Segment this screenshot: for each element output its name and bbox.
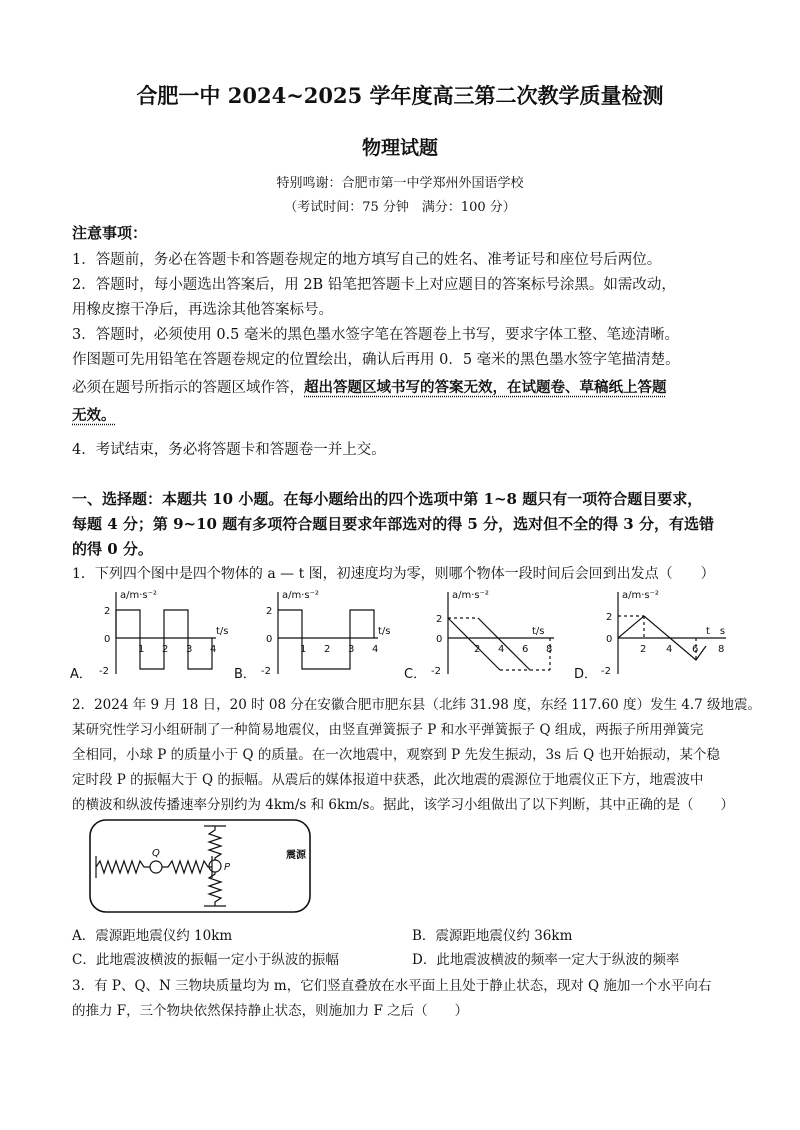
- graph-b-tick-2: 2: [266, 606, 273, 617]
- graph-b-xtick-2: 2: [324, 644, 331, 655]
- notice-item-3b: 作图题可先用铅笔在答题卷规定的位置绘出，确认后再用 0．5 毫米的黑色墨水签字笔描清楚。: [72, 352, 680, 368]
- notice-item-3c-bold: 超出答题区域书写的答案无效，在试题卷、草稿纸上答题: [304, 379, 667, 396]
- exam-info: （考试时间：75 分钟 满分：100 分）: [284, 200, 516, 215]
- graph-c-tick-2: 2: [436, 614, 443, 625]
- notice-item-3d: 无效。: [72, 407, 116, 424]
- graph-d-xtick-4: 4: [666, 644, 673, 655]
- label-q: Q: [152, 848, 160, 859]
- graph-d-xtick-8: 8: [718, 644, 725, 655]
- graph-b-tlabel: t/s: [378, 626, 391, 637]
- graph-d-tick-0: 0: [606, 634, 613, 645]
- notice-item-3c: [72, 376, 667, 397]
- graph-b-ylabel: a/m·s⁻²: [282, 590, 319, 601]
- thanks-line: 特别鸣谢：合肥市第一中学郑州外国语学校: [276, 176, 524, 191]
- subject-title: 物理试题: [361, 137, 438, 159]
- graph-c-tlabel: t/s: [532, 626, 545, 637]
- graph-d-ylabel: a/m·s⁻²: [622, 590, 659, 601]
- exam-title: 合肥一中 2024~2025 学年度高三第二次教学质量检测: [136, 83, 664, 108]
- section1-line2: 每题 4 分；第 9~10 题有多项符合题目要求年部选对的得 5 分，选对但不全的得 3 分，有选错: [72, 515, 714, 533]
- q3-line1: 3．有 P、Q、N 三物块质量均为 m，它们竖直叠放在水平面上且处于静止状态，现对 Q 施加一个水平向右: [72, 978, 712, 994]
- q2-option-c: C．此地震波横波的振幅一定小于纵波的振幅: [72, 952, 339, 968]
- notice-item-4: 4．考试结束，务必将答题卡和答题卷一并上交。: [72, 442, 386, 458]
- q2-option-b: B．震源距地震仪约 36km: [412, 928, 573, 944]
- graph-a-tick-0: 0: [104, 634, 111, 645]
- graph-c-tick-neg2: -2: [431, 666, 441, 677]
- graph-d-tick-2: 2: [606, 612, 613, 623]
- graph-c-xtick-2: 2: [474, 644, 481, 655]
- q2-line5: 的横波和纵波传播速率分别约为 4km/s 和 6km/s。据此，该学习小组做出了以下判断，其中正确的是（ ）: [72, 797, 734, 813]
- graph-a-xtick-2: 2: [162, 644, 169, 655]
- graph-b: [278, 592, 378, 674]
- notice-heading: 注意事项：: [72, 224, 148, 242]
- graph-d-xtick-2: 2: [640, 644, 647, 655]
- graph-a: [116, 592, 216, 674]
- notice-item-2b: 用橡皮擦干净后，再选涂其他答案标号。: [72, 302, 333, 318]
- graph-d-tick-neg2: -2: [601, 666, 611, 677]
- q2-line1: 2．2024 年 9 月 18 日，20 时 08 分在安徽合肥市肥东县（北纬 31.98 度，东经 117.60 度）发生 4.7 级地震。: [72, 697, 761, 713]
- graph-b-tick-0: 0: [266, 634, 273, 645]
- graph-c-xtick-6: 6: [522, 644, 529, 655]
- graph-a-xtick-4: 4: [210, 644, 217, 655]
- graph-a-ylabel: a/m·s⁻²: [120, 590, 157, 601]
- notice-item-3c-plain: 必须在题号所指示的答题区域作答，: [72, 380, 304, 396]
- q2-line3: 全相同，小球 P 的质量小于 Q 的质量。在一次地震中，观察到 P 先发生振动，3s 后 Q 也开始振动，某个稳: [72, 747, 720, 763]
- option-d-label: D．: [574, 667, 598, 682]
- q3-line2: 的推力 F，三个物块依然保持静止状态，则施加力 F 之后（ ）: [72, 1003, 469, 1019]
- graph-a-xtick-3: 3: [186, 644, 193, 655]
- graph-b-xtick-4: 4: [372, 644, 379, 655]
- graph-c-ylabel: a/m·s⁻²: [452, 590, 489, 601]
- q2-line2: 某研究性学习小组研制了一种简易地震仪，由竖直弹簧振子 P 和水平弹簧振子 Q 组成，两振子所用弹簧完: [72, 722, 704, 738]
- graph-b-xtick-1: 1: [300, 644, 307, 655]
- label-p: P: [224, 862, 231, 873]
- graph-c-tick-0: 0: [436, 634, 443, 645]
- q1-stem: 1．下列四个图中是四个物体的 a — t 图，初速度均为零，则哪个物体一段时间后会回到出发点（ ）: [72, 566, 715, 582]
- q2-option-d: D．此地震波横波的频率一定大于纵波的频率: [412, 952, 680, 968]
- option-c-label: C．: [404, 667, 427, 682]
- graph-c-xtick-4: 4: [498, 644, 505, 655]
- graph-a-tick-2: 2: [104, 606, 111, 617]
- section1-line3: 的得 0 分。: [72, 540, 153, 558]
- option-b-label: B．: [234, 667, 256, 682]
- notice-item-1: 1．答题前，务必在答题卡和答题卷规定的地方填写自己的姓名、准考证号和座位号后两位。: [72, 252, 662, 268]
- graph-b-tick-neg2: -2: [261, 666, 271, 677]
- graph-c-xtick-8: 8: [546, 644, 553, 655]
- graph-d-xtick-6: 6: [692, 644, 699, 655]
- notice-item-2a: 2．答题时，每小题选出答案后，用 2B 铅笔把答题卡上对应题目的答案标号涂黑。如需改动，: [72, 277, 676, 293]
- q2-line4: 定时段 P 的振幅大于 Q 的振幅。从震后的媒体报道中获悉，此次地震的震源位于地震仪正下方，地震波中: [72, 772, 704, 788]
- graph-d-tlabel: t s: [706, 626, 726, 637]
- graph-a-tlabel: t/s: [216, 626, 229, 637]
- notice-item-3a: 3．答题时，必须使用 0.5 毫米的黑色墨水签字笔在答题卷上书写，要求字体工整、笔迹清晰。: [72, 327, 679, 343]
- q1-graphs: [66, 586, 746, 686]
- option-a-label: A．: [70, 667, 92, 682]
- section1-line1: 一、选择题：本题共 10 小题。在每小题给出的四个选项中第 1~8 题只有一项符合题目要求，: [72, 490, 703, 508]
- graph-b-xtick-3: 3: [348, 644, 355, 655]
- graph-a-tick-neg2: -2: [99, 666, 109, 677]
- graph-a-xtick-1: 1: [138, 644, 145, 655]
- q2-option-a: A．震源距地震仪约 10km: [72, 928, 233, 944]
- source-label: 震源: [286, 850, 306, 861]
- seismometer-figure: [86, 816, 316, 916]
